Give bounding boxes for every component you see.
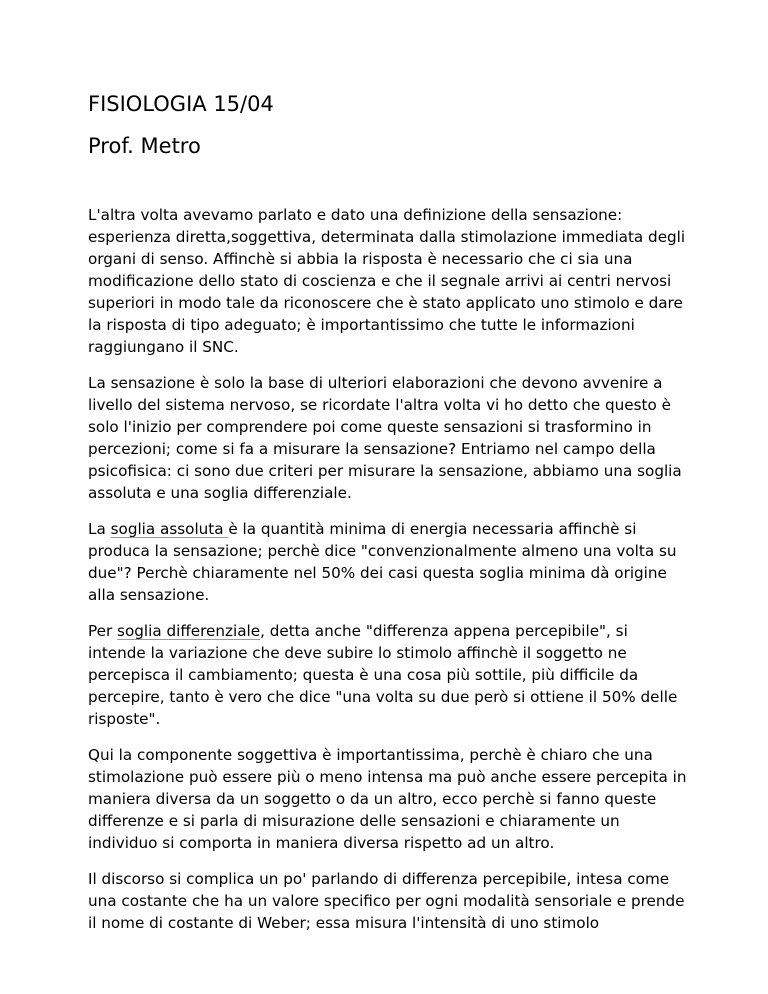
paragraph-5: Qui la componente soggettiva è importantissima, perchè è chiaro che una stimolazione può essere più o meno intensa ma può anche essere percepita in maniera diversa da un soggetto o da un altro, ecco perchè si fanno queste differenze e si parla di misurazione delle sensazioni e chiaramente un individuo si comporta in maniera diversa rispetto ad un altro.	[88, 746, 687, 852]
paragraph-3-lead: La	[88, 520, 111, 538]
term-soglia-differenziale: soglia differenziale	[117, 622, 261, 640]
paragraph-1: L'altra volta avevamo parlato e dato una definizione della sensazione: esperienza diretta,soggettiva, determinata dalla stimolazione immediata degli organi di senso. Affinchè si abbia la risposta è necessario che ci sia una modificazione dello stato di coscienza e che il segnale arrivi ai centri nervosi superiori in modo tale da riconoscere che è stato applicato uno stimolo e dare la risposta di tipo adeguato; è importantissimo che tutte le informazioni raggiungano il SNC.	[88, 206, 686, 356]
paragraph-3	[88, 518, 688, 606]
paragraph-4-rest: , detta anche "differenza appena percepibile", si intende la variazione che deve subire lo stimolo affinchè il soggetto ne percepisca il cambiamento; questa è una cosa più sottile, più difficile da percepire, tanto è vero che dice "una volta su due però si ottiene il 50% delle risposte".	[88, 622, 678, 728]
term-soglia-assoluta: soglia assoluta	[110, 520, 229, 538]
document-body	[88, 204, 688, 948]
paragraph-4	[88, 620, 688, 730]
paragraph-3-rest: è la quantità minima di energia necessaria affinchè si produca la sensazione; perchè dice "convenzionalmente almeno una volta su due"? Perchè chiaramente nel 50% dei casi questa soglia minima dà origine alla sensazione.	[88, 520, 677, 604]
document-title: FISIOLOGIA 15/04	[88, 92, 274, 116]
document-subtitle: Prof. Metro	[88, 134, 201, 158]
paragraph-2: La sensazione è solo la base di ulteriori elaborazioni che devono avvenire a livello del sistema nervoso, se ricordate l'altra volta vi ho detto che questo è solo l'inizio per comprendere poi come queste sensazioni si trasformino in percezioni; come si fa a misurare la sensazione? Entriamo nel campo della psicofisica: ci sono due criteri per misurare la sensazione, abbiamo una soglia assoluta e una soglia differenziale.	[88, 374, 682, 502]
paragraph-6: Il discorso si complica un po' parlando di differenza percepibile, intesa come una costante che ha un valore specifico per ogni modalità sensoriale e prende il nome di costante di Weber; essa misura l'intensità di uno stimolo	[88, 870, 685, 932]
paragraph-4-lead: Per	[88, 622, 118, 640]
